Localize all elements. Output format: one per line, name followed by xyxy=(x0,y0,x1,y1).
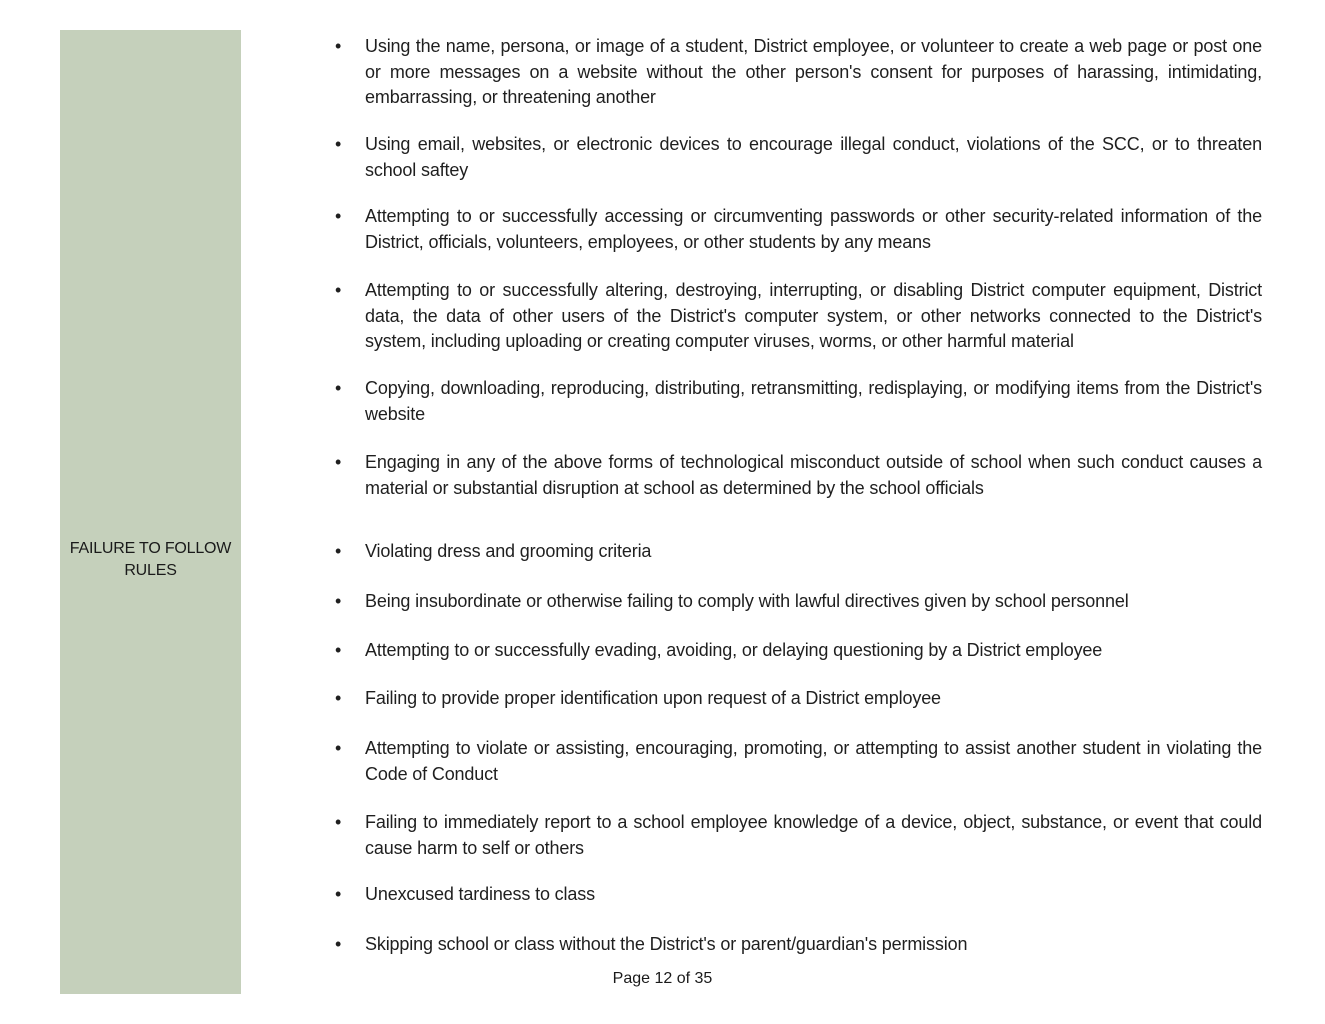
category-label xyxy=(60,538,241,582)
list-item-text: Failing to immediately report to a school employee knowledge of a device, object, substance, or event that could cause harm to self or others xyxy=(365,812,1262,858)
bullet-icon: • xyxy=(335,738,342,758)
bullet-icon: • xyxy=(335,640,342,660)
bullet-icon: • xyxy=(335,541,342,561)
list-item-text: Unexcused tardiness to class xyxy=(365,884,595,904)
list-item xyxy=(335,539,1262,565)
bullet-icon: • xyxy=(335,452,342,472)
list-item-text: Being insubordinate or otherwise failing to comply with lawful directives given by school personnel xyxy=(365,591,1129,611)
list-item xyxy=(335,932,1262,958)
list-item-text: Attempting to violate or assisting, encouraging, promoting, or attempting to assist another student in violating the Code of Conduct xyxy=(365,738,1262,784)
list-item-text: Copying, downloading, reproducing, distributing, retransmitting, redisplaying, or modifying items from the District's website xyxy=(365,378,1262,424)
list-item-text: Violating dress and grooming criteria xyxy=(365,541,652,561)
bullet-icon: • xyxy=(335,591,342,611)
list-item xyxy=(335,638,1262,664)
list-item xyxy=(335,132,1262,183)
category-label-line2: RULES xyxy=(124,562,177,579)
category-sidebar xyxy=(60,30,241,994)
bullet-icon: • xyxy=(335,280,342,300)
bullet-icon: • xyxy=(335,134,342,154)
list-item xyxy=(335,686,1262,712)
bullet-icon: • xyxy=(335,688,342,708)
bullet-icon: • xyxy=(335,934,342,954)
page-number: Page 12 of 35 xyxy=(612,970,713,987)
bullet-icon: • xyxy=(335,206,342,226)
list-item xyxy=(335,278,1262,355)
list-item xyxy=(335,376,1262,427)
list-item-text: Attempting to or successfully accessing or circumventing passwords or other security-related information of the District, officials, volunteers, employees, or other students by any means xyxy=(365,206,1262,252)
list-item xyxy=(335,810,1262,861)
list-item xyxy=(335,882,1262,908)
list-item-text: Using email, websites, or electronic devices to encourage illegal conduct, violations of the SCC, or to threaten school saftey xyxy=(365,134,1262,180)
list-item-text: Failing to provide proper identification upon request of a District employee xyxy=(365,688,941,708)
list-item xyxy=(335,34,1262,111)
list-item xyxy=(335,736,1262,787)
list-item-text: Attempting to or successfully evading, avoiding, or delaying questioning by a District employee xyxy=(365,640,1103,660)
list-item xyxy=(335,204,1262,255)
list-item-text: Engaging in any of the above forms of technological misconduct outside of school when such conduct causes a material or substantial disruption at school as determined by the school officials xyxy=(365,452,1262,498)
list-item-text: Using the name, persona, or image of a student, District employee, or volunteer to create a web page or post one or more messages on a website without the other person's consent for purposes of harassing, intimidating, embarrassing, or threatening another xyxy=(365,36,1262,107)
list-item xyxy=(335,450,1262,501)
bullet-icon: • xyxy=(335,378,342,398)
category-label-line1: FAILURE TO FOLLOW xyxy=(69,540,232,557)
list-item xyxy=(335,589,1262,615)
bullet-icon: • xyxy=(335,812,342,832)
list-item-text: Attempting to or successfully altering, destroying, interrupting, or disabling District computer equipment, District data, the data of other users of the District's computer system, or other networks connected to the District's system, including uploading or creating computer viruses, worms, or other harmful material xyxy=(365,280,1262,351)
bullet-icon: • xyxy=(335,36,342,56)
bullet-icon: • xyxy=(335,884,342,904)
list-item-text: Skipping school or class without the District's or parent/guardian's permission xyxy=(365,934,968,954)
